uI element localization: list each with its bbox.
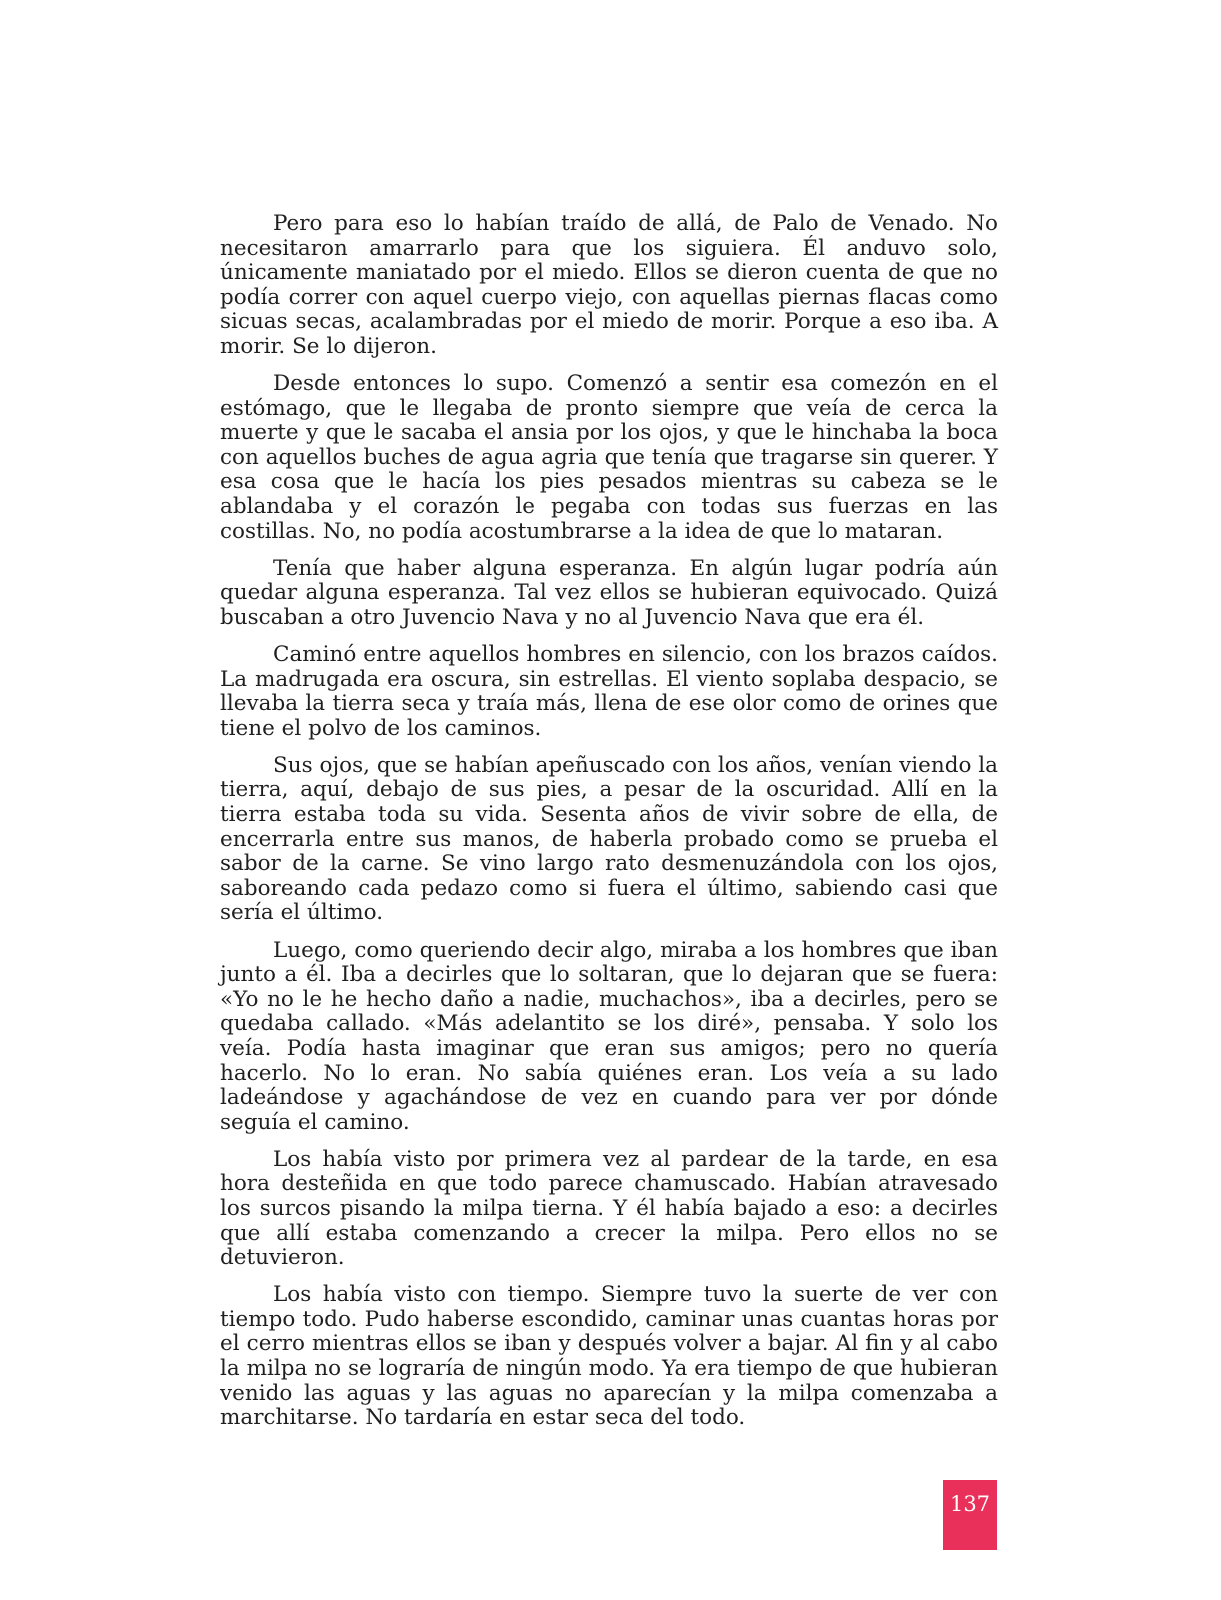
page-number-badge [943,1480,997,1550]
paragraph-6: Luego, como queriendo decir algo, miraba a los hombres que iban junto a él. Iba a decirles que lo soltaran, que lo dejaran que se fuera: «Yo no le he hecho daño a nadie, muchachos», iba a decirles, pero se quedaba callado. «Más adelantito se los diré», pensaba. Y solo los veía. Podía hasta imaginar que eran sus amigos; pero no quería hacerlo. No lo eran. No sabía quiénes eran. Los veía a su lado ladeándose y agachándose de vez en cuando para ver por dónde seguía el camino. [220,937,998,1135]
paragraph-8: Los había visto con tiempo. Siempre tuvo la suerte de ver con tiempo todo. Pudo haberse escondido, caminar unas cuantas horas por el cerro mientras ellos se iban y después volver a bajar. Al fin y al cabo la milpa no se lograría de ningún modo. Ya era tiempo de que hubieran venido las aguas y las aguas no aparecían y la milpa comenzaba a marchitarse. No tardaría en estar seca del todo. [220,1282,998,1431]
paragraph-5: Sus ojos, que se habían apeñuscado con los años, venían viendo la tierra, aquí, debajo de sus pies, a pesar de la oscuridad. Allí en la tierra estaba toda su vida. Sesenta años de vivir sobre de ella, de encerrarla entre sus manos, de haberla probado como se prueba el sabor de la carne. Se vino largo rato desmenuzándola con los ojos, saboreando cada pedazo como si fuera el último, sabiendo casi que sería el último. [220,752,998,926]
paragraph-2: Desde entonces lo supo. Comenzó a sentir esa comezón en el estómago, que le llegaba de pronto siempre que veía de cerca la muerte y que le sacaba el ansia por los ojos, y que le hinchaba la boca con aquellos buches de agua agria que tenía que tragarse sin querer. Y esa cosa que le hacía los pies pesados mientras su cabeza se le ablandaba y el corazón le pegaba con todas sus fuerzas en las costillas. No, no podía acostumbrarse a la idea de que lo mataran. [220,371,998,544]
paragraph-7: Los había visto por primera vez al pardear de la tarde, en esa hora desteñida en que todo parece chamuscado. Habían atravesado los surcos pisando la milpa tierna. Y él había bajado a eso: a decirles que allí estaba comenzando a crecer la milpa. Pero ellos no se detuvieron. [220,1146,998,1271]
page-number: 137 [949,1492,991,1516]
paragraph-4: Caminó entre aquellos hombres en silencio, con los brazos caídos. La madrugada era oscura, sin estrellas. El viento soplaba despacio, se llevaba la tierra seca y traía más, llena de ese olor como de orines que tiene el polvo de los caminos. [220,642,998,741]
paragraph-3: Tenía que haber alguna esperanza. En algún lugar podría aún quedar alguna esperanza. Tal vez ellos se hubieran equivocado. Quizá buscaban a otro Juvencio Nava y no al Juvencio Nava que era él. [220,555,998,630]
paragraph-1: Pero para eso lo habían traído de allá, de Palo de Venado. No necesitaron amarrarlo para que los siguiera. Él anduvo solo, únicamente maniatado por el miedo. Ellos se dieron cuenta de que no podía correr con aquel cuerpo viejo, con aquellas piernas flacas como sicuas secas, acalambradas por el miedo de morir. Porque a eso iba. A morir. Se lo dijeron. [220,211,998,359]
body-text [220,212,998,1443]
